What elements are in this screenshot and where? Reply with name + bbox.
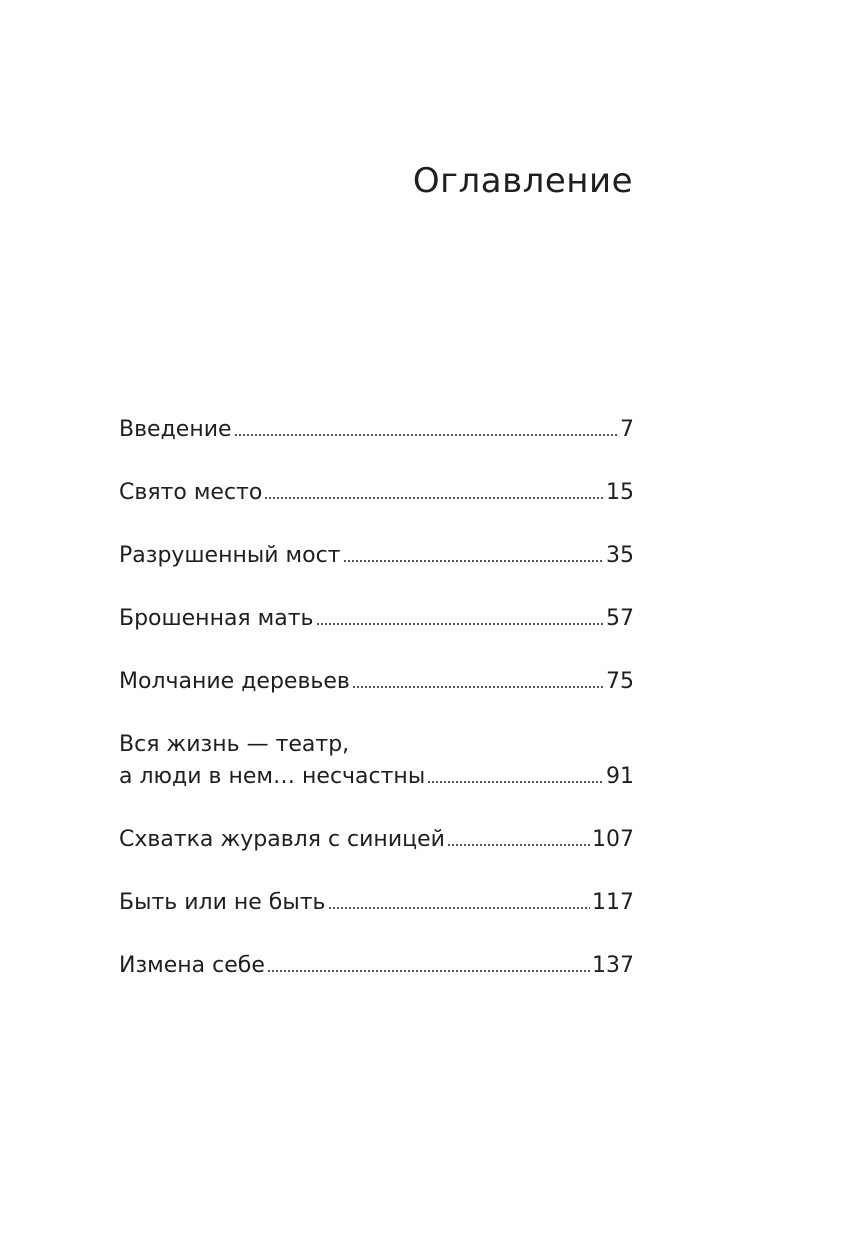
- dot-leader: [328, 905, 590, 911]
- toc-entry-title: Вся жизнь — театр, а люди в нем… несчастны: [119, 732, 426, 789]
- toc-entry-title: Разрушенный мост: [119, 543, 341, 568]
- dot-leader: [427, 779, 604, 785]
- toc-entry-abandoned-mother[interactable]: [119, 603, 634, 635]
- toc-entry-to-be-or-not[interactable]: [119, 887, 634, 919]
- dot-leader: [316, 621, 604, 627]
- toc-entry-title: Брошенная мать: [119, 606, 314, 631]
- toc-entry-self-betrayal[interactable]: [119, 950, 634, 982]
- toc-entry-title: Схватка журавля с синицей: [119, 827, 445, 852]
- toc-entry-title: Введение: [119, 417, 232, 442]
- toc-entry-title: Свято место: [119, 480, 263, 505]
- toc-entry-introduction[interactable]: [119, 414, 634, 446]
- toc-entry-page: 107: [592, 827, 634, 852]
- toc-entry-title: Молчание деревьев: [119, 669, 350, 694]
- toc-entry-page: 117: [592, 890, 634, 915]
- toc-entry-page: 15: [606, 480, 634, 505]
- toc-entry-page: 137: [592, 953, 634, 978]
- dot-leader: [447, 842, 590, 848]
- page-title: Оглавление: [412, 161, 633, 201]
- toc-entry-title: Быть или не быть: [119, 890, 326, 915]
- toc-entry-silence-of-trees[interactable]: [119, 666, 634, 698]
- toc-entry-page: 7: [620, 417, 634, 442]
- toc-entry-page: 57: [606, 606, 634, 631]
- dot-leader: [267, 968, 590, 974]
- toc-entry-holy-place[interactable]: [119, 477, 634, 509]
- dot-leader: [352, 684, 604, 690]
- toc-entry-title: Измена себе: [119, 953, 265, 978]
- toc-entry-life-is-theater[interactable]: [119, 729, 634, 793]
- toc-entry-page: 91: [606, 764, 634, 789]
- table-of-contents: [119, 414, 634, 1013]
- toc-entry-broken-bridge[interactable]: [119, 540, 634, 572]
- dot-leader: [234, 432, 618, 438]
- toc-entry-page: 35: [606, 543, 634, 568]
- dot-leader: [264, 495, 604, 501]
- dot-leader: [343, 558, 605, 564]
- toc-entry-page: 75: [606, 669, 634, 694]
- toc-entry-crane-and-tit[interactable]: [119, 824, 634, 856]
